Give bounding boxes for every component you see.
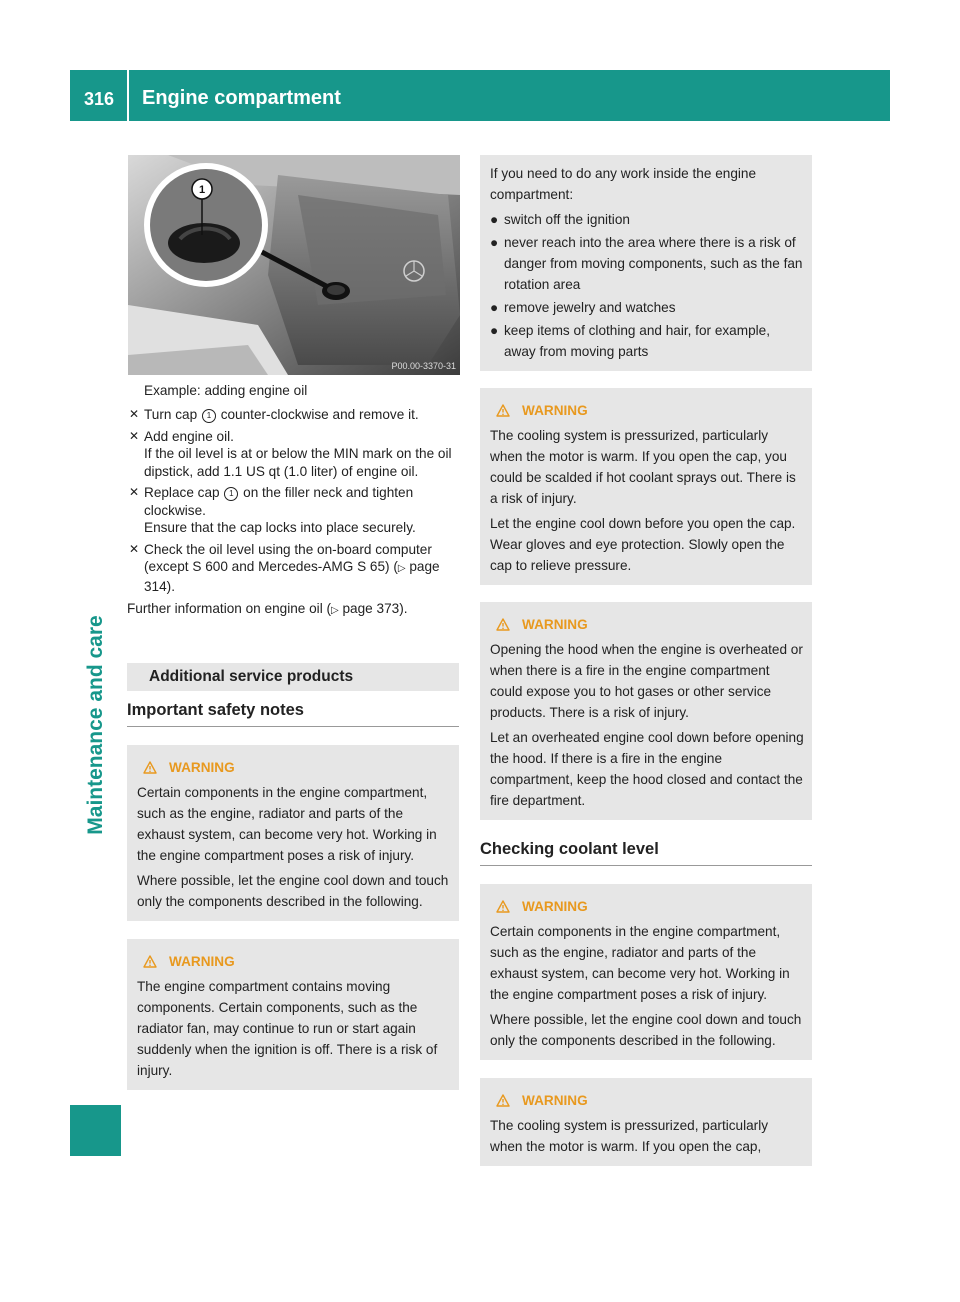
bullet-icon: ● [490,235,499,250]
warning-title: WARNING [143,951,451,972]
warning-text: The cooling system is pressurized, particularly when the motor is warm. If you open the cap, you could be scalded if hot coolant sprays out. There is a risk of injury. [490,428,796,506]
warning-text: Where possible, let the engine cool down and touch only the components described in the following. [137,873,449,909]
list-item: ● remove jewelry and watches [490,297,804,318]
photo-caption: Example: adding engine oil [144,383,308,398]
step-arrow-icon: ✕ [129,407,140,421]
warning-text: Where possible, let the engine cool down and touch only the components described in the following. [490,1012,802,1048]
warning-title: WARNING [496,614,804,635]
section-title: Additional service products [127,663,459,691]
step-arrow-icon: ✕ [129,428,140,443]
warning-text: Certain components in the engine compartment, such as the engine, radiator and parts of the exhaust system, can become very hot. Working in the engine compartment poses a risk of injury. [490,924,790,1002]
warning-triangle-icon [496,900,510,913]
warning-text: Let an overheated engine cool down before opening the hood. If there is a fire in the engine compartment, keep the hood closed and contact the fire department. [490,730,804,808]
info-intro: If you need to do any work inside the engine compartment: [490,166,757,202]
step-arrow-icon: ✕ [129,485,140,499]
warning-title: WARNING [496,896,804,917]
warning-triangle-icon [143,955,157,968]
subheading-safety-notes: Important safety notes [127,701,459,727]
right-column [480,155,812,1166]
chapter-tab [70,1105,121,1156]
warning-triangle-icon [496,404,510,417]
warning-title: WARNING [496,1090,804,1111]
step-arrow-icon: ✕ [129,541,140,556]
step-replace-cap: ✕ Replace cap 1 on the filler neck and tighten clockwise. Ensure that the cap locks into place securely. [129,485,416,535]
page-reference-icon: ▷ [397,563,406,574]
chapter-label-text: Maintenance and care [84,615,107,835]
warning-triangle-icon [496,618,510,631]
warning-text: Let the engine cool down before you open the cap. Wear gloves and eye protection. Slowly open the cap to relieve pressure. [490,516,796,573]
warning-box [480,1078,812,1166]
page-header [70,70,890,121]
bullet-icon: ● [490,212,499,227]
list-item: ● keep items of clothing and hair, for example, away from moving parts [490,320,804,362]
warning-title: WARNING [143,757,451,778]
further-information: Further information on engine oil (▷ page 373). [127,601,408,616]
warning-box [480,884,812,1060]
info-box [480,155,812,371]
warning-box [480,388,812,585]
left-column [127,155,459,1090]
list-item: ● switch off the ignition [490,209,804,230]
warning-text: The engine compartment contains moving components. Certain components, such as the radiator fan, may continue to run or start again suddenly when the ignition is off. There is a risk of injury. [137,979,438,1078]
page-number: 316 [84,89,115,109]
bullet-icon: ● [490,323,499,338]
callout-1-icon: 1 [224,487,238,501]
page-reference-link[interactable]: page 373). [338,601,408,616]
warning-box [127,939,459,1090]
warning-text: The cooling system is pressurized, particularly when the motor is warm. If you open the cap, [490,1118,769,1154]
photo-reference-label: P00.00-3370-31 [391,361,456,371]
info-list [490,209,804,362]
header-divider [127,70,129,121]
subheading-coolant-level: Checking coolant level [480,840,812,866]
callout-1-icon: 1 [202,409,216,423]
warning-title: WARNING [496,400,804,421]
step-add-oil: ✕ Add engine oil. If the oil level is at or below the MIN mark on the oil dipstick, add 1.1 US qt (1.0 liter) of engine oil. [129,428,452,479]
warning-text: Certain components in the engine compartment, such as the engine, radiator and parts of the exhaust system, can become very hot. Working in the engine compartment poses a risk of injury. [137,785,437,863]
photo-callout-number: 1 [198,184,206,196]
page-reference-icon: ▷ [331,605,339,616]
warning-box [127,745,459,921]
page-title: Engine compartment [142,87,341,109]
page-reference-link[interactable]: page 314). [144,559,440,594]
warning-box [480,602,812,820]
warning-triangle-icon [143,761,157,774]
warning-text: Opening the hood when the engine is overheated or when there is a fire in the engine compartment could expose you to hot gases or other service products. There is a risk of injury. [490,642,803,720]
step-check-oil: ✕ Check the oil level using the on-board computer (except S 600 and Mercedes-AMG S 65) (▷ page 314). [129,541,440,594]
engine-oil-photo [128,155,460,375]
step-turn-cap: ✕ Turn cap 1 counter-clockwise and remove it. [129,407,419,422]
bullet-icon: ● [490,300,499,315]
warning-triangle-icon [496,1094,510,1107]
list-item: ● never reach into the area where there is a risk of danger from moving components, such as the fan rotation area [490,232,804,295]
